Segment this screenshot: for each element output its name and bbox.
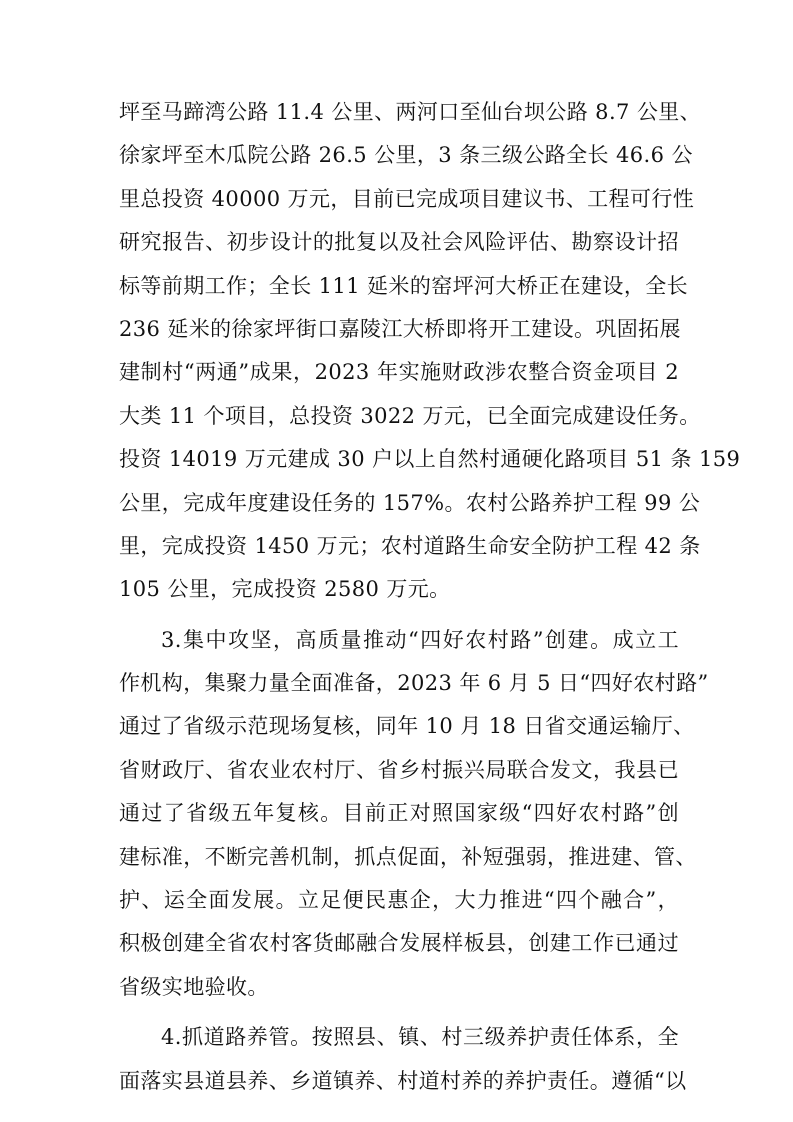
text-line: 里，完成投资 1450 万元；农村道路生命安全防护工程 42 条 [119,533,701,558]
text-line: 建制村“两通”成果，2023 年实施财政涉农整合资金项目 2 [119,360,679,385]
text-line: 面落实县道县养、乡道镇养、村道村养的养护责任。遵循“以 [119,1068,687,1093]
text-line: 护、运全面发展。立足便民惠企，大力推进“四个融合”， [119,888,679,913]
text-line: 省级实地验收。 [119,974,269,999]
text-line: 坪至马蹄湾公路 11.4 公里、两河口至仙台坝公路 8.7 公里、 [119,100,702,124]
text-line: 大类 11 个项目，总投资 3022 万元，已全面完成建设任务。 [119,403,701,428]
text-line: 研究报告、初步设计的批复以及社会风险评估、勘察设计招 [119,230,679,255]
text-line: 徐家坪至木瓜院公路 26.5 公里，3 条三级公路全长 46.6 公 [119,143,693,168]
text-line: 公里，完成年度建设任务的 157%。农村公路养护工程 99 公 [119,490,701,515]
text-line: 积极创建全省农村客货邮融合发展样板县，创建工作已通过 [119,931,679,956]
text-line: 标等前期工作；全长 111 延米的窑坪河大桥正在建设，全长 [119,273,689,298]
document-page [119,91,741,1103]
section-heading-line: 4.抓道路养管。按照县、镇、村三级养护责任体系，全 [161,1025,679,1050]
text-line: 作机构，集聚力量全面准备，2023 年 6 月 5 日“四好农村路” [119,671,709,696]
text-line: 236 延米的徐家坪街口嘉陵江大桥即将开工建设。巩固拓展 [119,316,681,341]
paragraph-four-good-rural-roads [119,619,709,1010]
paragraph-road-construction [119,91,741,612]
paragraph-road-maintenance [119,1016,687,1103]
section-heading-line: 3.集中攻坚，高质量推动“四好农村路”创建。成立工 [161,627,679,652]
text-line: 通过了省级示范现场复核，同年 10 月 18 日省交通运输厅、 [119,714,695,739]
text-line: 105 公里，完成投资 2580 万元。 [119,577,451,602]
text-line: 通过了省级五年复核。目前正对照国家级“四好农村路”创 [119,801,679,826]
text-line: 建标准，不断完善机制，抓点促面，补短强弱，推进建、管、 [119,844,697,869]
text-line: 省财政厅、省农业农村厅、省乡村振兴局联合发文，我县已 [119,757,679,782]
text-line: 投资 14019 万元建成 30 户以上自然村通硬化路项目 51 条 159 [119,447,741,472]
text-line: 里总投资 40000 万元，目前已完成项目建议书、工程可行性 [119,186,695,211]
